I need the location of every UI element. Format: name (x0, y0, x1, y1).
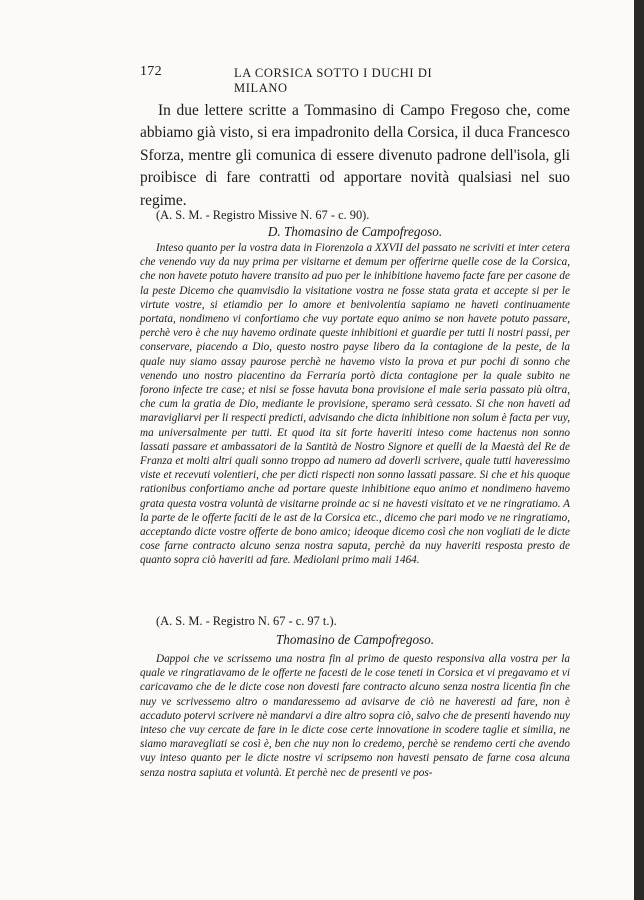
archive-reference-2: (A. S. M. - Registro N. 67 - c. 97 t.). (156, 614, 337, 628)
archive-reference-1: (A. S. M. - Registro Missive N. 67 - c. 90). (156, 208, 370, 222)
page-number: 172 (140, 64, 162, 79)
page-edge-shadow (634, 0, 644, 900)
running-header (140, 64, 480, 95)
letter-addressee-1: D. Thomasino de Campofregoso. (267, 224, 443, 239)
running-title: LA CORSICA SOTTO I DUCHI DI MILANO (234, 66, 433, 95)
letter-text-2: Dappoi che ve scrissemo una nostra fin al primo de questo responsiva alla vostra per la quale ve ringratiavamo de le offerte ne facesti de le cose teneti in Corsica et vi pregavamo et vi caricavamo che de le dicte cose non dovesti fare contracto alcuno senza nostra licentia fin che nuy ve scrivessemo altro o mandaressemo ad avisarve de ciò ne haveresti ad fare, non è accaduto potervi scrivere nè mandarvi a dire altro sopra ciò, salvo che de presenti havendo nuy inteso che vuy cercate de fare in le dicte cose certe innovatione in scodere taglie et similia, ne siamo maravegliati se così è, ben che nuy non lo credemo, perchè se rendemo certi che avendo vuy inteso quanto per le dicte nostre vi scripsemo non havesti pensato de farne cosa alcuna senza nostra sapiuta et voluntà. Et perchè nec de presenti ve pos- (140, 653, 570, 779)
letter-addressee-2: Thomasino de Campofregoso. (275, 632, 435, 647)
intro-paragraph: In due lettere scritte a Tommasino di Campo Fregoso che, come abbiamo già visto, si era impadronito della Corsica, il duca Francesco Sforza, mentre gli comunica di essere divenuto padrone dell'isola, gli proibisce di fare contratti od apportare novità qualsiasi nel suo regime. (140, 102, 570, 209)
letter-text-1: Inteso quanto per la vostra data in Fiorenzola a XXVII del passato ne scriviti et inter cetera che venendo vuy da nuy prima per visitarne et demum per offerirne quelle cose de la Corsica, che non havete potuto havere transito ad puo per le inhibitione havemo facte fare per casone de la peste Dicemo che quamvisdio la visitatione vostra ne fosse stata grata et accepte si per le virtute vostre, si etiamdio per lo amore et benivolentia sapiamo ne haveti continuamente portata, nondimeno vi confortiamo che vuy portate equo animo se non havete potuto passare, perchè vero è che nuy havemo ordinate queste inhibitioni et guardie per tutti li nostri passi, per conservare, piacendo a Dio, questo nostro payse libero da la contagione de la peste, de la quale nuy siamo assay paurose perchè ne havemo visto la prova et pur pochi di sonno che venendo uno nostro piacentino da Ferraria portò dicta contagione per la quale subito ne forono infecte tre case; et nisi se fosse havuta bona provisione el male seria passato più oltra, che cum la gratia de Dio, mediante le provisione, speramo serà cessato. Si che non haveti ad maravigliarvi per li respecti predicti, advisando che dicta inhibitione non solum è facta per vuy, ma universalmente per tutti. Et quod ita sit forte haveriti inteso come hactenus non sonno lassati passare et ambassatori de la Santità de Nostro Signore et quelli de la Maestà del Re de Franza et molti altri quali sonno troppo ad numero ad doverli scrivere, quale tutti haveressimo viste et recevuti volentieri, che per dicti rispecti non sonno lassati passare. Si che et his quoque rationibus confortiamo anche ad portare queste inhibitione equo animo et nondimeno havemo grata questa vostra voluntà de visitarne proinde ac si ne havesti visitato et ve ne ringratiamo. A la parte de le offerte faciti de le ast de la Corsica etc., dicemo che pari modo ve ne ringratiamo, acceptando dicte vostre offerte de bono amico; ideoque dicemo così che non vogliati de le dicte cose farne contracto alcuno senza nostra saputa, perchè da nuy haveriti resposta presto de quanto sopra ciò haveriti ad fare. Mediolani primo maii 1464. (140, 242, 571, 567)
